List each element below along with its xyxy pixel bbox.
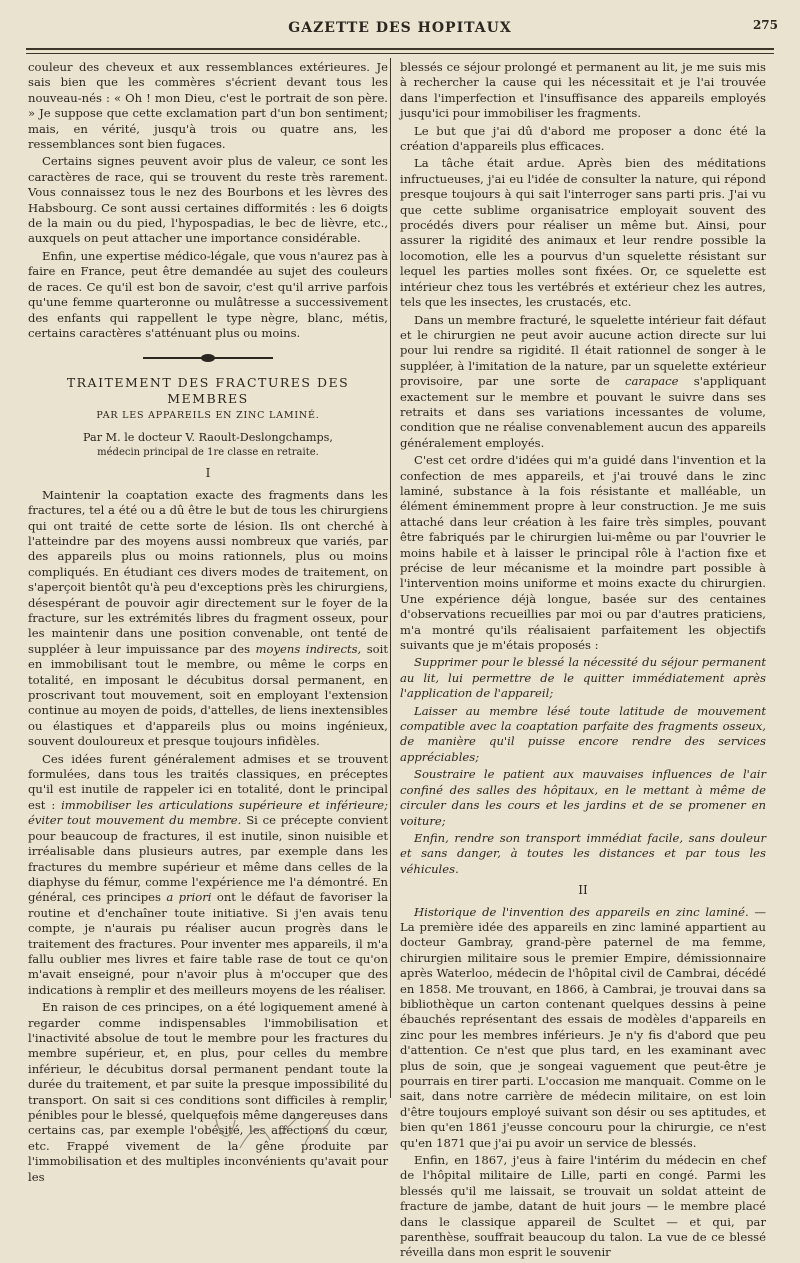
article-author: Par M. le docteur V. Raoult-Deslongchamps, bbox=[83, 430, 333, 444]
text-run: — La première idée des appareils en zinc laminé appartient au docteur Gambray, grand-père paternel de ma femme, chirurgien militaire sous le premier Empire, démissionnaire après Waterloo, médecin de l'hôpital civil de Cambrai, décédé en 1858. Me trouvant, en 1866, à Cambrai, je trouvai dans sa bibliothèque un carton contenant quelques dessins à peine ébauchés représentant des essais de modèles d'appareils en zinc pour les membres inférieurs. Je n'y fis d'abord que peu d'attention. Ce n'est que plus tard, en les examinant avec plus de soin, que je songeai vaguement que peut-être je pourrais en tirer parti. L'occasion me manquait. Comme on le sait, dans notre carrière de médecin militaire, on est loin d'être toujours employé suivant son désir ou ses aptitudes, et bien qu'en 1861 j'eusse concouru pour la chirurgie, ce n'est qu'en 1871 que j'ai pu avoir un service de blessés. bbox=[400, 904, 766, 1150]
text-run: Maintenir la coaptation exacte des fragments dans les fractures, tel a été ou a dû être le but de tous les chirurgiens qui ont traité de cette sorte de lésion. Ils ont cherché à l'atteindre par des moyens aussi nombreux que variés, par des appareils plus ou moins rationnels, plus ou moins compliqués. En étudiant ces divers modes de traitement, on s'aperçoit bientôt qu'à peu d'exceptions près les chirurgiens, désespérant de pouvoir agir directement sur le foyer de la fracture, sur les extrémités libres du fragment osseux, pour les maintenir dans une position convenable, ont tenté de suppléer à leur impuissance par des bbox=[28, 487, 388, 656]
article-author-role: médecin principal de 1re classe en retraite. bbox=[97, 446, 319, 458]
paragraph: Enfin, une expertise médico-légale, que vous n'aurez pas à faire en France, peut être demandée au sujet des couleurs de races. Ce qu'il est bon de savoir, c'est qu'il arrive parfois qu'une femme quarteronne ou mulâtresse a successivement des enfants qui rappellent le type nègre, blanc, métis, certains caractères s'atténuant plus ou moins. bbox=[28, 248, 388, 340]
emphasis: Historique de l'invention des appareils en zinc laminé. bbox=[414, 904, 749, 919]
emphasis: carapace bbox=[624, 374, 679, 389]
paragraph bbox=[28, 488, 388, 750]
text-run: Ces idées furent généralement admises et se trouvent formulées, dans tous les traités classiques, en préceptes qu'il est inutile de rappeler ici en totalité, dont le principal est : bbox=[28, 751, 388, 812]
text-run: soit en immobilisant tout le membre, ou même le corps en totalité, en imposant le décubitus dorsal permanent, en proscrivant tout mouvement, soit en employant l'extension continue au moyen de poids, d'attelles, de liens inextensibles ou élastiques et d'appareils plus ou moins ingénieux, souvent douloureux et presque toujours infidèles. bbox=[28, 641, 389, 749]
paragraph: C'est cet ordre d'idées qui m'a guidé dans l'invention et la confection de mes appareils, et j'ai trouvé dans le zinc laminé, substance à la fois résistante et malléable, un élément éminemment propre à leur construction. Je me suis attaché dans leur création à les faire très simples, pouvant être fabriqués par le chirurgien lui-même ou par l'ouvrier le moins habile et à laisser le principal rôle à l'action fixe et précise de leur mécanisme et la moindre part possible à l'intervention moins uniforme et moins exacte du chirurgien. Une expérience déjà longue, basée sur des centaines d'observations recueillies par moi ou par d'autres praticiens, m'a montré qu'ils réalisaient parfaitement les objectifs suivants que je m'étais proposés : bbox=[400, 453, 766, 653]
page-number: 275 bbox=[752, 18, 778, 32]
objective-item bbox=[400, 831, 766, 877]
journal-title: GAZETTE DES HOPITAUX bbox=[288, 20, 512, 36]
paragraph bbox=[400, 905, 766, 1152]
header-rule-thin bbox=[26, 53, 774, 54]
header-rule bbox=[26, 48, 774, 50]
emphasis: immobiliser les articulations supérieure et inférieure; éviter tout mouvement du membre. bbox=[28, 797, 389, 828]
paragraph: Le but que j'ai dû d'abord me proposer a donc été la création d'appareils plus efficaces. bbox=[400, 123, 766, 154]
emphasis: Soustraire le patient aux mauvaises influences de l'air confiné des salles des hôpitaux, en le mettant à même de circuler dans les cours et les jardins et de se promener en voiture; bbox=[400, 767, 766, 828]
text-run: ont le défaut de favoriser la routine et d'enchaîner toute initiative. Si j'en avais tenu compte, je n'aurais pu réaliser aucun progrès dans le traitement des fractures. Pour inventer mes appareils, il m'a fallu oublier mes livres et faire table rase de tout ce qu'on m'avait enseigné, pour n'avoir plus à m'occuper que des indications à remplir et des meilleurs moyens de les réaliser. bbox=[28, 890, 389, 997]
paragraph: couleur des cheveux et aux ressemblances extérieures. Je sais bien que les commères s'écrient devant tous les nouveau-nés : « Oh ! mon Dieu, c'est le portrait de son père. » Je suppose que cette exclamation part d'un bon sentiment; mais, en vérité, jusqu'à trois ou quatre ans, les ressemblances sont bien fugaces. bbox=[28, 60, 388, 152]
emphasis: Laisser au membre lésé toute latitude de mouvement compatible avec la coaptation parfaite des fragments osseux, de manière qu'il puisse encore rendre des services appréciables; bbox=[400, 703, 766, 764]
emphasis: Supprimer pour le blessé la nécessité du séjour permanent au lit, lui permettre de le quitter immédiatement après l'application de l'appareil; bbox=[400, 655, 766, 701]
objective-item bbox=[400, 767, 766, 829]
objective-item bbox=[400, 655, 766, 701]
right-column bbox=[400, 60, 766, 1263]
paragraph bbox=[28, 752, 388, 999]
paragraph: La tâche était ardue. Après bien des méditations infructueuses, j'ai eu l'idée de consulter la nature, qui répond presque toujours à qui sait l'interroger sans parti pris. J'ai vu que cette sublime organisatrice employait souvent des procédés divers pour réaliser un même but. Ainsi, pour assurer la rigidité des animaux et leur rendre possible la locomotion, elle les a pourvus d'un squelette résistant sur lequel les parties molles sont fixées. Or, ce squelette est intérieur chez tous les vertébrés et extérieur chez les autres, tels que les insectes, les crustacés, etc. bbox=[400, 156, 766, 310]
column-divider bbox=[390, 58, 391, 1098]
ornament-divider bbox=[143, 355, 273, 361]
text-run: Dans un membre fracturé, le squelette intérieur fait défaut et le chirurgien ne peut avoir aucune action directe sur lui pour lui rendre sa rigidité. Il était rationnel de songer à le suppléer, à l'imitation de la nature, par un squelette extérieur provisoire, par une sorte de bbox=[400, 312, 766, 389]
paragraph: blessés ce séjour prolongé et permanent au lit, je me suis mis à rechercher la cause qui les nécessitait et je l'ai trouvée dans l'imperfection et l'insuffisance des appareils employés jusqu'ici pour immobiliser les fragments. bbox=[400, 60, 766, 121]
left-column bbox=[28, 60, 388, 1187]
text-run: s'appliquant exactement sur le membre et pouvant le suivre dans ses retraits et dans ses variations incessantes de volume, condition que ne réalise convenablement aucun des appareils généralement employés. bbox=[400, 374, 766, 450]
paragraph: Enfin, en 1867, j'eus à faire l'intérim du médecin en chef de l'hôpital militaire de Lille, parti en congé. Parmi les blessés qu'il me laissait, se trouvait un soldat atteint de fracture de jambe, datant de huit jours — le membre placé dans le classique appareil de Scultet — et qui, par parenthèse, souffrait beaucoup du talon. La vue de ce blessé réveilla dans mon esprit le souvenir bbox=[400, 1153, 766, 1260]
emphasis: a priori bbox=[166, 890, 212, 905]
pencil-scribble bbox=[210, 1110, 360, 1150]
paragraph: Certains signes peuvent avoir plus de valeur, ce sont les caractères de race, qui se trouvent du reste très rarement. Vous connaissez tous le nez des Bourbons et les lèvres des Habsbourg. Ce sont aussi certaines difformités : les 6 doigts de la main ou du pied, l'hypospadias, le bec de lièvre, etc., auxquels on peut attacher une importance considérable. bbox=[28, 154, 388, 246]
article-subtitle: PAR LES APPAREILS EN ZINC LAMINÉ. bbox=[96, 410, 320, 422]
section-number: II bbox=[578, 883, 588, 898]
paragraph: En raison de ces principes, on a été logiquement amené à regarder comme indispensables l'immobilisation et l'inactivité absolue de tout le membre pour les fractures du membre supérieur, et, en plus, pour celles du membre inférieur, le décubitus dorsal permanent pendant toute la durée du traitement, et par suite la presque impossibilité du transport. On sait si ces conditions sont difficiles à remplir, pénibles pour le blessé, quelquefois même dangereuses dans certains cas, par exemple l'obésité, les affections du cœur, etc. Frappé vivement de la gêne produite par l'immobilisation et des multiples inconvénients qu'avait pour les bbox=[28, 1000, 388, 1184]
text-run: Si ce précepte convient pour beaucoup de fractures, il est inutile, sinon nuisible et irréalisable dans plusieurs autres, par exemple dans les fractures du membre supérieur et même dans celles de la diaphyse du fémur, comme l'expérience me l'a démontré. En général, ces principes bbox=[28, 813, 389, 905]
emphasis: moyens indirects, bbox=[255, 641, 362, 656]
emphasis: Enfin, rendre son transport immédiat facile, sans douleur et sans danger, à toutes les distances et par tous les véhicules. bbox=[400, 830, 766, 876]
objective-item bbox=[400, 704, 766, 766]
article-title: TRAITEMENT DES FRACTURES DES MEMBRES bbox=[66, 375, 350, 406]
page-header bbox=[22, 14, 778, 42]
paragraph bbox=[400, 313, 766, 452]
section-number: I bbox=[205, 466, 211, 481]
